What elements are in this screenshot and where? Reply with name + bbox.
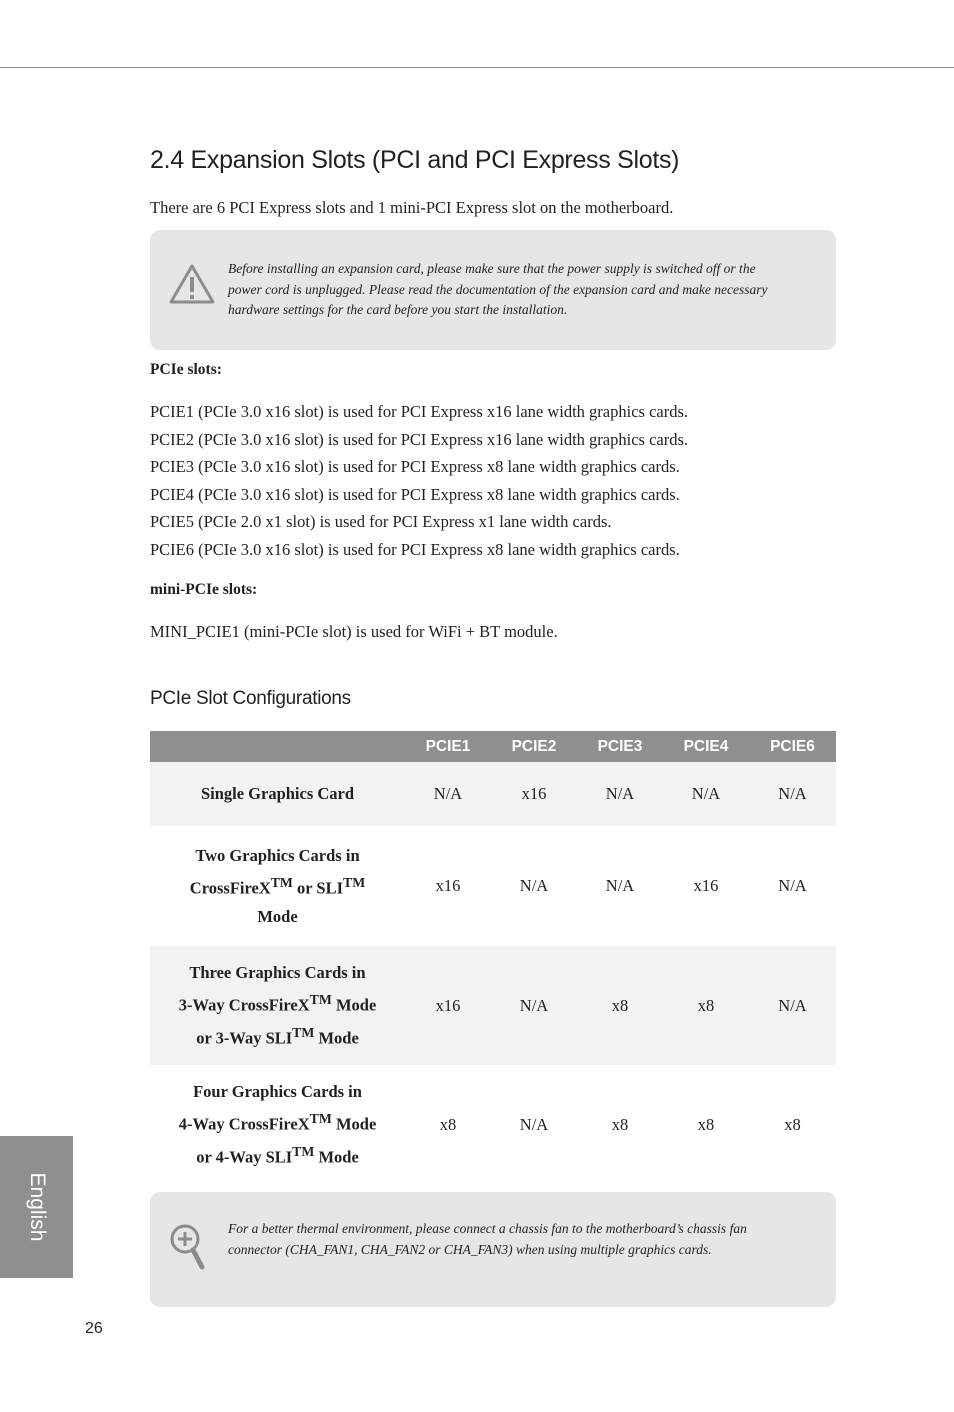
pcie-slot-line: PCIE3 (PCIe 3.0 x16 slot) is used for PCI Express x8 lane width graphics cards.: [150, 457, 680, 477]
column-header: PCIE3: [577, 731, 663, 762]
pcie-slot-line: PCIE5 (PCIe 2.0 x1 slot) is used for PCI Express x1 lane width cards.: [150, 512, 612, 532]
mini-pcie-slot-line: MINI_PCIE1 (mini-PCIe slot) is used for WiFi + BT module.: [150, 622, 558, 641]
table-cell: x16: [693, 876, 719, 895]
table-row: [150, 826, 836, 946]
language-tab: [0, 1136, 73, 1278]
pcie-slots-label: PCIe slots:: [150, 361, 222, 378]
row-label: Three Graphics Cards in 3-Way CrossFireX™ Mode or 3-Way SLI™ Mode: [150, 946, 405, 1065]
table-cell: x8: [611, 1114, 629, 1134]
pcie-config-table: [150, 731, 836, 1184]
table-cell: N/A: [405, 762, 491, 826]
table-cell: N/A: [778, 876, 807, 895]
table-cell: N/A: [577, 762, 663, 826]
tip-callout: [150, 1192, 836, 1307]
column-header: PCIE2: [491, 731, 577, 762]
table-header-row: [150, 731, 836, 762]
language-tab-label: English: [25, 1172, 49, 1242]
column-header: [150, 731, 405, 762]
mini-pcie-slots-label: mini-PCIe slots:: [150, 581, 258, 598]
pcie-slot-line: PCIE1 (PCIe 3.0 x16 slot) is used for PCI Express x16 lane width graphics cards.: [150, 402, 689, 421]
header-rule: [0, 67, 954, 68]
table-cell: N/A: [749, 762, 836, 826]
tip-text: For a better thermal environment, please connect a chassis fan to the motherboard’s chassis fan connector (CHA_FAN1, CHA_FAN2 or CHA_FAN3) when using multiple graphics cards.: [228, 1221, 747, 1257]
table-cell: x8: [439, 1114, 457, 1134]
pcie-slot-line: PCIE6 (PCIe 3.0 x16 slot) is used for PCI Express x8 lane width graphics cards.: [150, 539, 680, 559]
table-cell: x8: [577, 946, 663, 1065]
row-label: Single Graphics Card: [150, 762, 405, 826]
pcie-slot-line: PCIE2 (PCIe 3.0 x16 slot) is used for PCI Express x16 lane width graphics cards.: [150, 429, 689, 449]
pcie-slot-line: PCIE4 (PCIe 3.0 x16 slot) is used for PCI Express x8 lane width graphics cards.: [150, 484, 680, 504]
table-cell: x8: [663, 946, 749, 1065]
intro-paragraph: There are 6 PCI Express slots and 1 mini-PCI Express slot on the motherboard.: [150, 198, 674, 217]
column-header: PCIE4: [663, 731, 749, 762]
table-row: [150, 762, 836, 826]
warning-callout: [150, 230, 836, 350]
pcie-slot-list: [150, 398, 688, 564]
row-label: Four Graphics Cards in 4-Way CrossFireX™ Mode or 4-Way SLI™ Mode: [178, 1081, 377, 1167]
table-cell: N/A: [519, 1114, 549, 1134]
config-heading: PCIe Slot Configurations: [150, 688, 351, 709]
table-cell: N/A: [491, 946, 577, 1065]
table-cell: N/A: [519, 876, 549, 895]
warning-text: Before installing an expansion card, please make sure that the power supply is switched off or the power cord is unplugged. Please read the documentation of the expansion card and make necessary hardware settings for the card before you start the installation.: [228, 261, 768, 318]
table-cell: N/A: [663, 762, 749, 826]
table-cell: N/A: [749, 946, 836, 1065]
warning-triangle-icon: [168, 263, 216, 310]
magnifier-plus-icon: [168, 1222, 210, 1277]
column-header: PCIE6: [749, 731, 836, 762]
section-title: 2.4 Expansion Slots (PCI and PCI Express Slots): [150, 146, 680, 174]
table-cell: x16: [405, 946, 491, 1065]
page-number: 26: [85, 1320, 103, 1337]
column-header: PCIE1: [405, 731, 491, 762]
table-row: [150, 946, 836, 1065]
table-cell: x16: [491, 762, 577, 826]
row-label: Two Graphics Cards in CrossFireX™ or SLI™ Mode: [189, 845, 366, 926]
table-row: [150, 1065, 836, 1184]
table-cell: N/A: [605, 876, 635, 895]
table-cell: x8: [784, 1114, 801, 1134]
table-cell: x16: [435, 876, 461, 895]
table-cell: x8: [697, 1114, 715, 1134]
